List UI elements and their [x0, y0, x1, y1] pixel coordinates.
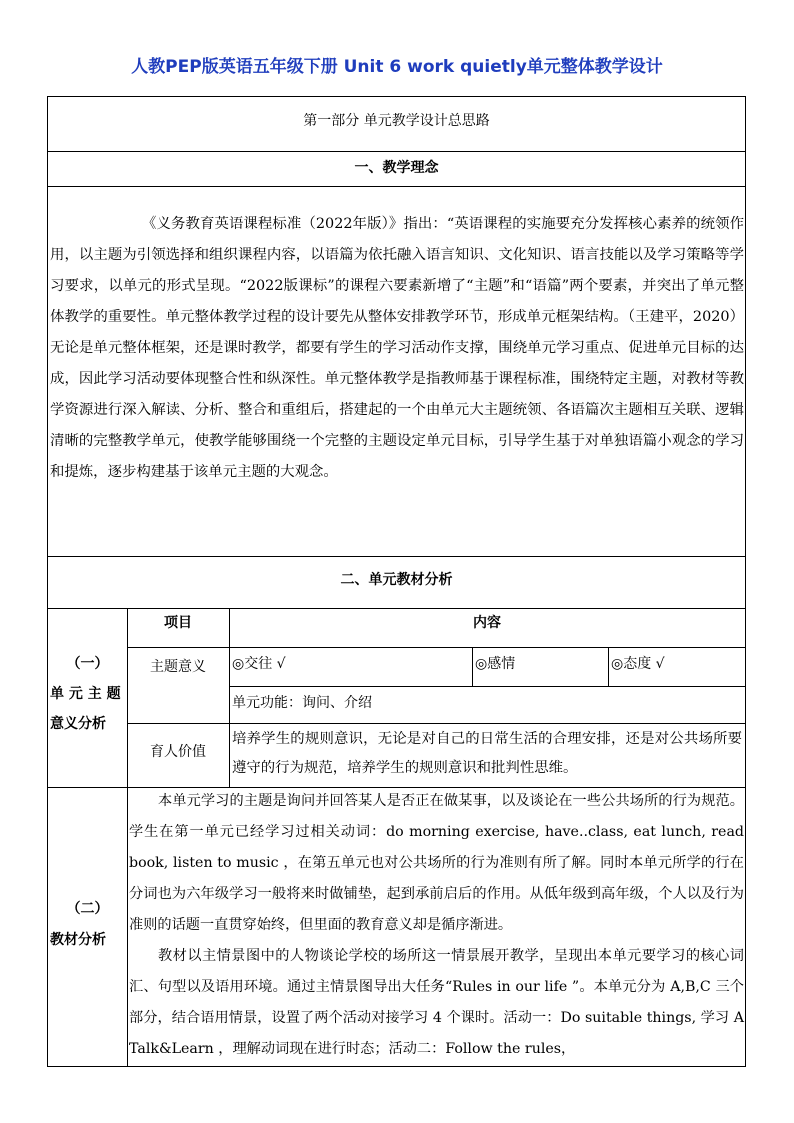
unit-function: 单元功能：询问、介绍: [232, 695, 372, 711]
design-table: [47, 96, 746, 1067]
document-title: 人教PEP版英语五年级下册 Unit 6 work quietly单元整体教学设计: [131, 57, 663, 77]
col-header-content: 内容: [473, 615, 501, 631]
row-divider: [229, 686, 745, 687]
educational-value-text: 培养学生的规则意识，无论是对自己的日常生活的合理安排，还是对公共场所要遵守的行为规范，培养学生的规则意识和批判性思维。: [232, 731, 742, 776]
part-heading: 第一部分 单元教学设计总思路: [303, 113, 490, 129]
row-divider: [48, 608, 745, 609]
option-attitude: ◎态度 √: [611, 656, 665, 672]
educational-value-label: 育人价值: [150, 744, 206, 760]
col-divider: [229, 608, 230, 787]
sub1-label-line2: 意义分析: [50, 716, 106, 732]
analysis-paragraph-1: 本单元学习的主题是询问并回答某人是否正在做某事，以及谈论在一些公共场所的行为规范。学生在第一单元已经学习过相关动词：do morning exercise, have..class, eat lunch, read book, listen to music ，在第五单元也对公共场所的行为准则有所了解。同时本单元所学的行在分词也为六年级学习一般将来时做铺垫，起到承前启后的作用。从低年级到高年级，个人以及行为准则的话题一直贯穿始终，但里面的教育意义却是循序渐进。: [129, 793, 744, 933]
col-header-item: 项目: [164, 615, 192, 631]
textbook-analysis: [129, 786, 744, 1065]
teaching-philosophy-paragraph: [50, 209, 744, 488]
row-divider: [48, 556, 745, 557]
analysis-paragraph-2: 教材以主情景图中的人物谈论学校的场所这一情景展开教学，呈现出本单元要学习的核心词汇、句型以及语用环境。通过主情景图导出大任务“Rules in our life ”。本单元分为 A,B,C 三个部分，结合语用情景，设置了两个活动对接学习 4 个课时。活动一：Do suitable things, 学习 A Talk&Learn ，理解动词现在进行时态；活动二：Follow the rules，: [129, 948, 744, 1057]
sub2-label: 教材分析: [50, 932, 106, 948]
col-divider: [472, 647, 473, 686]
row-divider: [48, 186, 745, 187]
row-divider: [127, 723, 745, 724]
theme-meaning-label: 主题意义: [150, 659, 206, 675]
philosophy-text: 《义务教育英语课程标准（2022年版）》指出：“英语课程的实施要充分发挥核心素养的统领作用，以主题为引领选择和组织课程内容，以语篇为依托融入语言知识、文化知识、语言技能以及学习策略等学习要求，以单元的形式呈现。“2022版课标”的课程六要素新增了“主题”和“语篇”两个要素，并突出了单元整体教学的重要性。单元整体教学过程的设计要先从整体安排教学环节，形成单元框架结构。（王建平，2020）无论是单元整体框架，还是课时教学，都要有学生的学习活动作支撑，围绕单元学习重点、促进单元目标的达成，因此学习活动要体现整合性和纵深性。单元整体教学是指教师基于课程标准，围绕特定主题，对教材等教学资源进行深入解读、分析、整合和重组后，搭建起的一个由单元大主题统领、各语篇次主题相互关联、逻辑清晰的完整教学单元，使教学能够围绕一个完整的主题设定单元目标，引导学生基于对单独语篇小观念的学习和提炼，逐步构建基于该单元主题的大观念。: [50, 216, 744, 480]
col-divider: [608, 647, 609, 686]
section2-heading: 二、单元教材分析: [340, 572, 453, 588]
section1-heading: 一、教学理念: [354, 160, 439, 176]
sub2-number: （二）: [66, 901, 109, 917]
row-divider: [127, 647, 745, 648]
sub1-number: （一）: [66, 656, 109, 672]
row-divider: [48, 151, 745, 152]
sub1-label-line1: 单 元 主 题: [50, 686, 121, 702]
option-emotion: ◎感情: [475, 656, 516, 672]
option-communication: ◎交往 √: [232, 656, 286, 672]
